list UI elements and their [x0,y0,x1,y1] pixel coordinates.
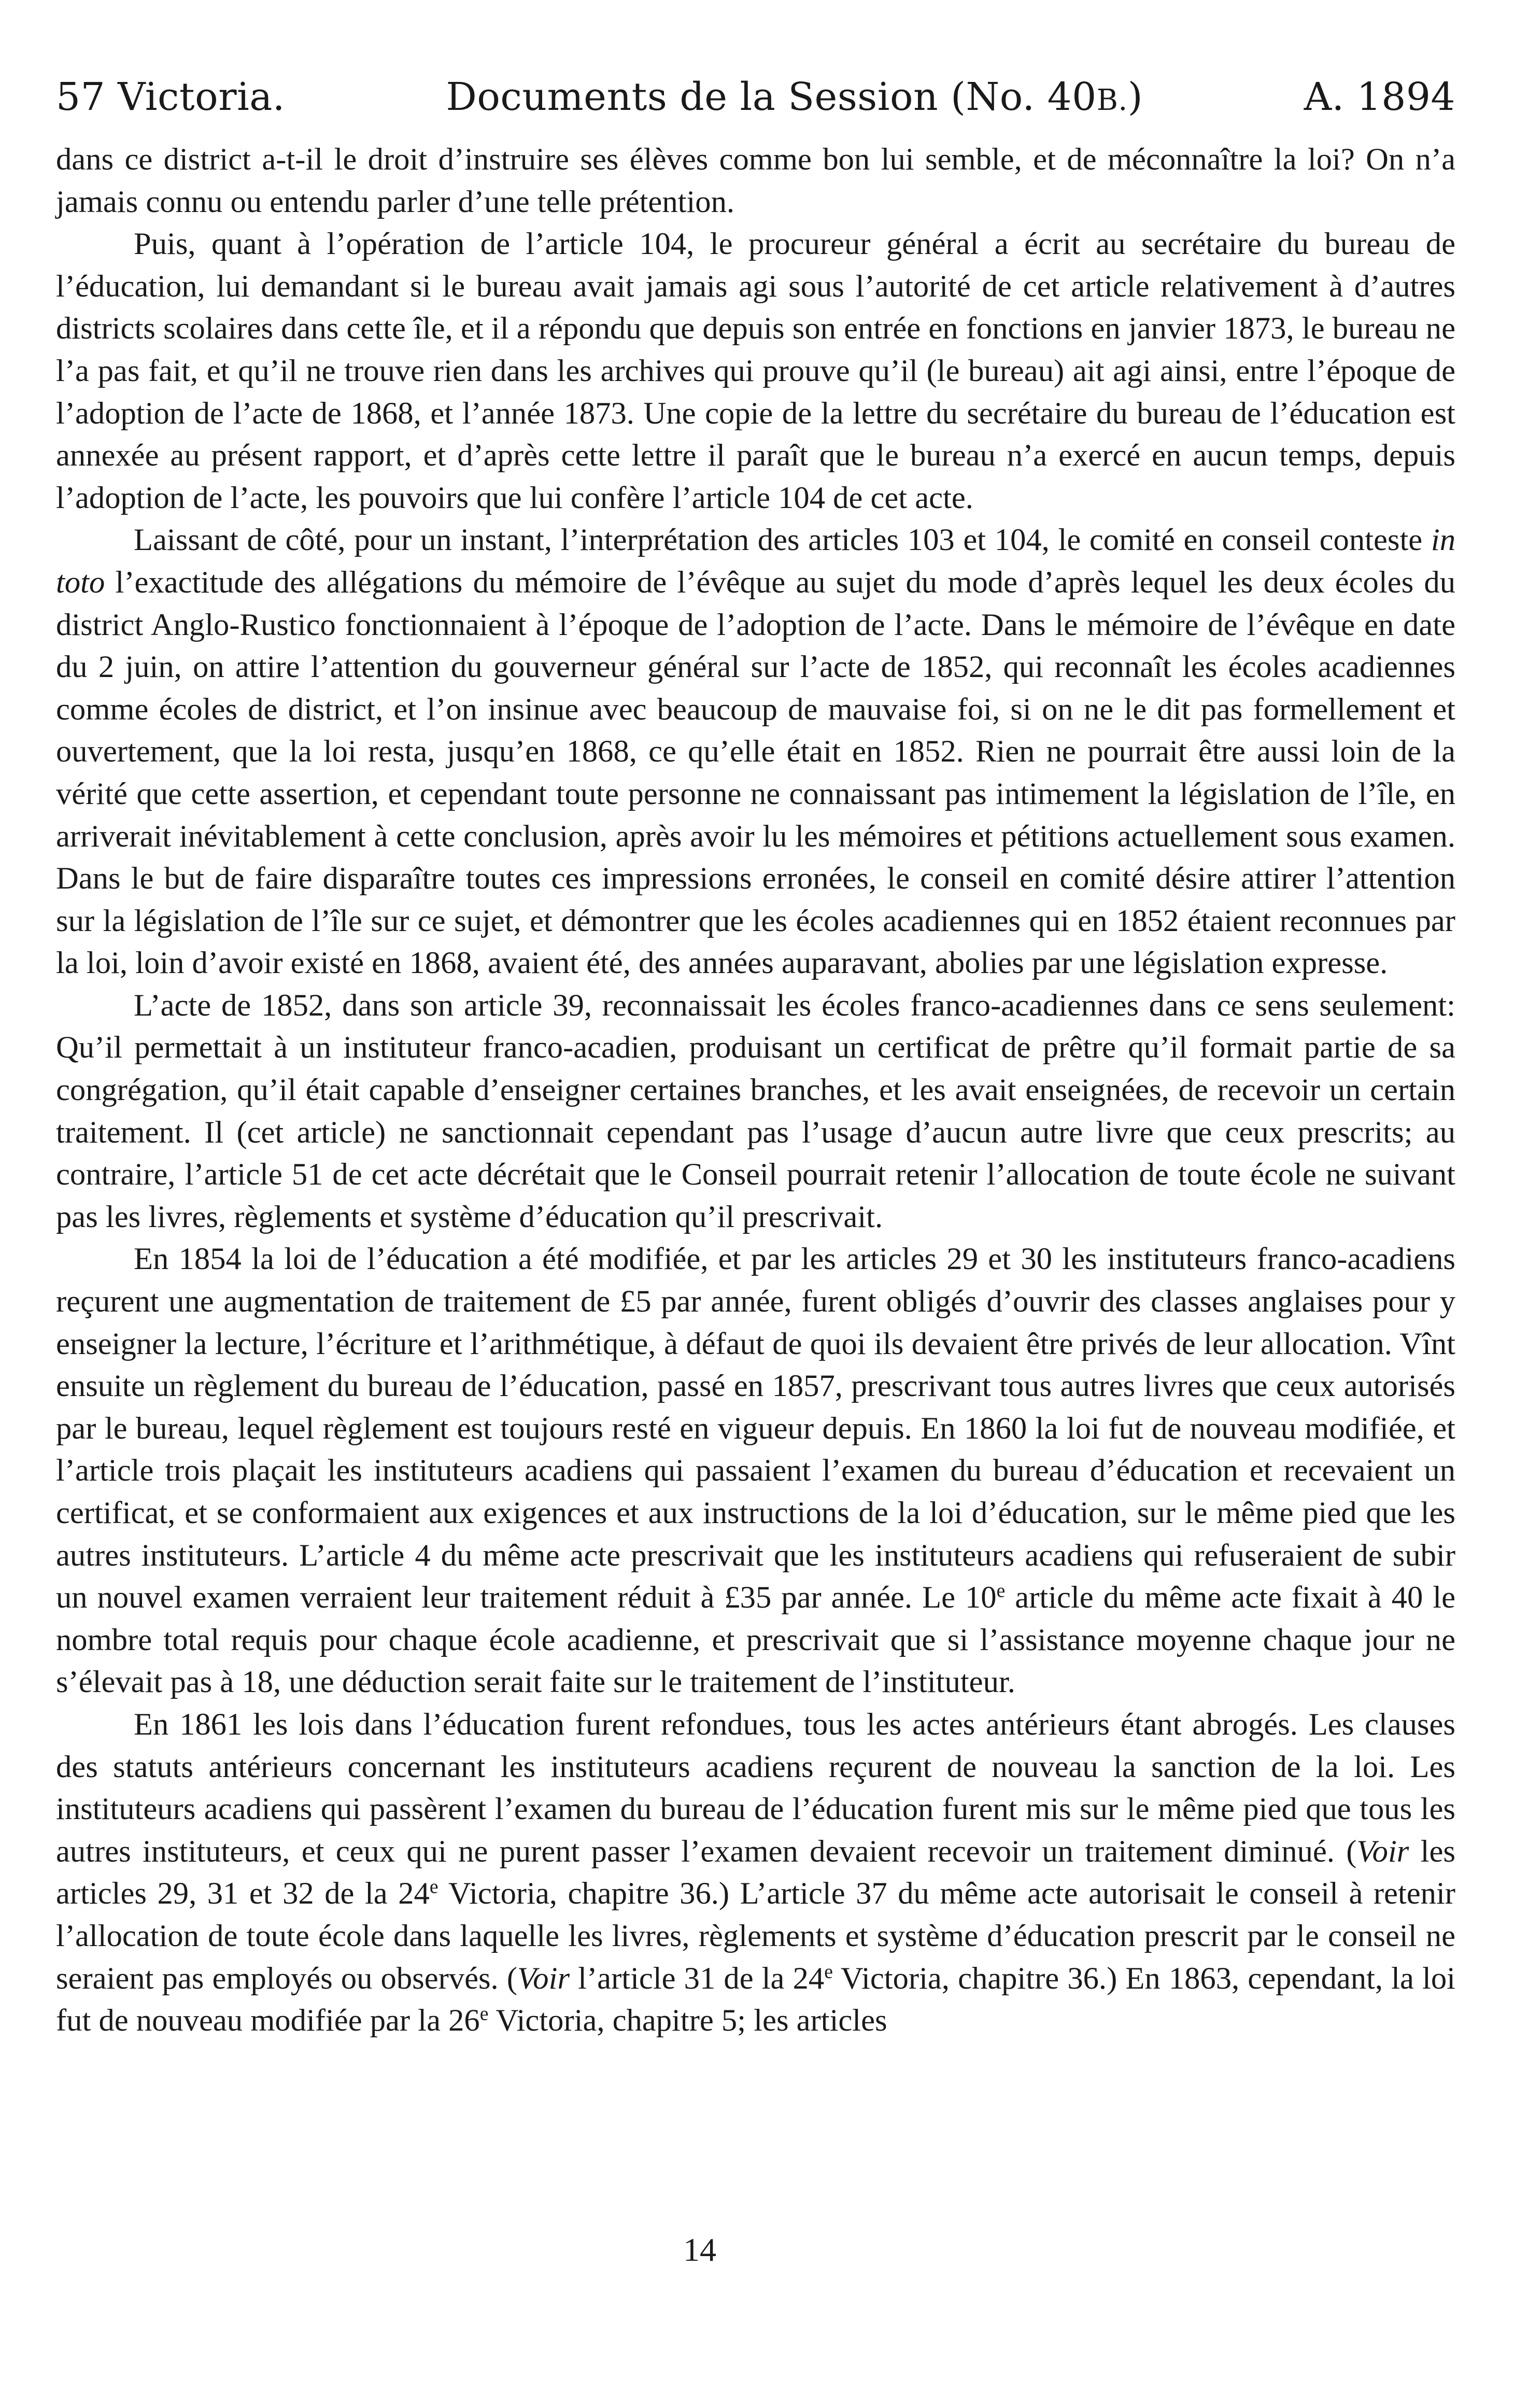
text-run: les articles 29, 31 et 32 de la 24 [56,1834,1455,1911]
text-run: L’acte de 1852, dans son article 39, reconnaissait les écoles franco-acadiennes dans ce sens seulement: Qu’il permettait à un instituteur franco-acadien, produisant un certificat de prêtre qu’il formait partie de sa congrégation, qu’il était capable d’enseigner certaines branches, et les avait enseignées, de recevoir un certain traitement. Il (cet article) ne sanctionnait cependant pas l’usage d’aucun autre livre que ceux prescrits; au contraire, l’article 51 de cet acte décrétait que le Conseil pourrait retenir l’allocation de toute école ne suivant pas les livres, règlements et système d’éducation qu’il prescrivait. [56,988,1455,1234]
text-run: Victoria, chapitre 36.) L’article 37 du même acte autorisait le conseil à retenir l’allocation de toute école dans laquelle les livres, règlements et système d’éducation prescrit par le conseil ne seraient pas employés ou observés. ( [56,1876,1455,1996]
paragraph [56,519,1455,984]
header-reign-year: 57 Victoria. [56,75,285,119]
text-run: En 1861 les lois dans l’éducation furent refondues, tous les actes antérieurs étant abrogés. Les clauses des statuts antérieurs concernant les instituteurs acadiens reçurent de nouveau la sanction de la loi. Les instituteurs acadiens qui passèrent l’examen du bureau de l’éducation furent mis sur le même pied que tous les autres instituteurs, et ceux qui ne purent passer l’examen devaient recevoir un traitement diminué. ( [56,1707,1455,1869]
paragraph [56,138,1455,223]
header-title-text: Documents de la Session (No. 40 [446,75,1097,119]
text-run: Puis, quant à l’opération de l’article 104, le procureur général a écrit au secrétaire du bureau de l’éducation, lui demandant si le bureau avait jamais agi sous l’autorité de cet article relativement à d’autres districts scolaires dans cette île, et il a répondu que depuis son entrée en fonctions en janvier 1873, le bureau ne l’a pas fait, et qu’il ne trouve rien dans les archives qui prouve qu’il (le bureau) ait agi ainsi, entre l’époque de l’adoption de l’acte de 1868, et l’année 1873. Une copie de la lettre du secrétaire du bureau de l’éducation est annexée au présent rapport, et d’après cette lettre il paraît que le bureau n’a exercé en aucun temps, depuis l’adoption de l’acte, les pouvoirs que lui confère l’article 104 de cet acte. [56,227,1455,515]
header-title-close: ) [1127,75,1143,119]
italic-text: in toto [56,523,1455,600]
header-title-suffix: B. [1096,83,1128,117]
document-page [56,68,1455,2042]
header-document-title [446,68,1143,129]
text-run: Laissant de côté, pour un instant, l’interprétation des articles 103 et 104, le comité en conseil conteste [134,523,1431,558]
text-run: Victoria, chapitre 5; les articles [488,2003,887,2038]
text-run: Victoria, chapitre 36.) En 1863, cependant, la loi fut de nouveau modifiée par la 26 [56,1961,1456,2038]
text-run: l’article 31 de la 24 [570,1961,825,1996]
text-run: article du même acte fixait à 40 le nombre total requis pour chaque école acadienne, et prescrivait que si l’assistance moyenne chaque jour ne s’élevait pas à 18, une déduction serait faite sur le traitement de l’instituteur. [56,1580,1455,1700]
running-header [56,68,1455,129]
paragraph [56,1238,1455,1703]
text-run: l’exactitude des allégations du mémoire de l’évêque au sujet du mode d’après lequel les deux écoles du district Anglo-Rustico fonctionnaient à l’époque de l’adoption de l’acte. Dans le mémoire de l’évêque en date du 2 juin, on attire l’attention du gouverneur général sur l’acte de 1852, qui reconnaît les écoles acadiennes comme écoles de district, et l’on insinue avec beaucoup de mauvaise foi, si on ne le dit pas formellement et ouvertement, que la loi resta, jusqu’en 1868, ce qu’elle était en 1852. Rien ne pourrait être aussi loin de la vérité que cette assertion, et cependant toute personne ne connaissant pas intimement la législation de l’île, en arriverait inévitablement à cette conclusion, après avoir lu les mémoires et pétitions actuellement sous examen. Dans le but de faire disparaître toutes ces impressions erronées, le conseil en comité désire attirer l’attention sur la législation de l’île sur ce sujet, et démontrer que les écoles acadiennes qui en 1852 étaient reconnues par la loi, loin d’avoir existé en 1868, avaient été, des années auparavant, abolies par une législation expresse. [56,565,1455,981]
superscript: e [429,1876,438,1898]
page-number: 14 [683,2231,716,2268]
paragraph [56,984,1455,1238]
paragraph [56,223,1455,519]
italic-text: Voir [1356,1834,1409,1869]
header-year: A. 1894 [1304,75,1455,119]
text-run: En 1854 la loi de l’éducation a été modifiée, et par les articles 29 et 30 les instituteurs franco-acadiens reçurent une augmentation de traitement de £5 par année, furent obligés d’ouvrir des classes anglaises pour y enseigner la lecture, l’écriture et l’arithmétique, à défaut de quoi ils devaient être privés de leur allocation. Vînt ensuite un règlement du bureau de l’éducation, passé en 1857, prescrivant tous autres livres que ceux autorisés par le bureau, lequel règlement est toujours resté en vigueur depuis. En 1860 la loi fut de nouveau modifiée, et l’article trois plaçait les instituteurs acadiens qui passaient l’examen du bureau d’éducation et recevaient un certificat, et se conformaient aux exigences et aux instructions de la loi d’éducation, sur le même pied que les autres instituteurs. L’article 4 du même acte prescrivait que les instituteurs acadiens qui refuseraient de subir un nouvel examen verraient leur traitement réduit à £35 par année. Le 10 [56,1242,1455,1615]
italic-text: Voir [517,1961,570,1996]
paragraph [56,1703,1455,2042]
body-text [56,138,1455,2042]
superscript: e [996,1580,1006,1602]
superscript: e [479,2003,489,2025]
superscript: e [824,1961,833,1982]
text-run: dans ce district a-t-il le droit d’instruire ses élèves comme bon lui semble, et de méconnaître la loi? On n’a jamais connu ou entendu parler d’une telle prétention. [56,142,1455,219]
